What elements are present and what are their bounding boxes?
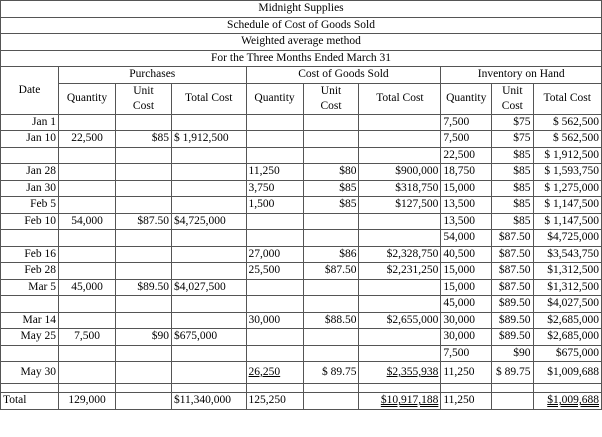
purchases-unit-cost-cell xyxy=(116,246,172,263)
date-cell: Jan 28 xyxy=(1,164,59,181)
table-row xyxy=(1,312,602,329)
cost-label: Cost xyxy=(320,99,342,112)
purchases-unit-cost-cell xyxy=(116,164,172,181)
inventory-quantity-cell: 11,250 xyxy=(441,362,492,384)
inventory-total-cost-cell: $2,685,000 xyxy=(533,329,601,346)
cogs-unit-cost-cell: $88.50 xyxy=(303,312,359,329)
date-cell xyxy=(1,296,59,313)
purchases-quantity-cell: 45,000 xyxy=(59,279,116,296)
cogs-total-cost-header: Total Cost xyxy=(359,83,441,114)
purchases-unit-cost-cell xyxy=(116,362,172,384)
table-row xyxy=(1,180,602,197)
cogs-total-cost-cell xyxy=(359,296,441,313)
total-label: Total xyxy=(1,393,59,410)
purchases-total-cost-cell xyxy=(171,114,246,131)
inventory-quantity-cell: 22,500 xyxy=(441,147,492,164)
company-name: Midnight Supplies xyxy=(1,1,602,18)
purchases-quantity-cell xyxy=(59,180,116,197)
table-row xyxy=(1,230,602,247)
period-title: For the Three Months Ended March 31 xyxy=(1,50,602,67)
cogs-unit-cost-cell xyxy=(303,345,359,362)
inventory-unit-cost-cell: $89.50 xyxy=(492,329,533,346)
cogs-unit-cost-cell: $ 89.75 xyxy=(303,362,359,384)
cogs-quantity-cell xyxy=(246,345,303,362)
cogs-header: Cost of Goods Sold xyxy=(246,67,441,84)
table-row xyxy=(1,296,602,313)
total-cogs-cost: $10,917,188 xyxy=(359,393,441,410)
inventory-quantity-cell: 54,000 xyxy=(441,230,492,247)
purchases-quantity-cell xyxy=(59,296,116,313)
date-cell: May 25 xyxy=(1,329,59,346)
purchases-total-cost-cell xyxy=(171,197,246,214)
cogs-unit-cost-header xyxy=(303,83,359,114)
date-cell: Feb 28 xyxy=(1,263,59,280)
table-row xyxy=(1,263,602,280)
purchases-quantity-cell xyxy=(59,197,116,214)
total-purchases-quantity: 129,000 xyxy=(59,393,116,410)
purchases-total-cost-cell xyxy=(171,164,246,181)
inventory-total-cost-cell: $1,312,500 xyxy=(533,263,601,280)
cogs-total-cost-cell: $900,000 xyxy=(359,164,441,181)
inventory-quantity-cell: 13,500 xyxy=(441,197,492,214)
inventory-total-cost-cell: $ 1,147,500 xyxy=(533,213,601,230)
cogs-quantity-cell xyxy=(246,296,303,313)
date-cell xyxy=(1,147,59,164)
inventory-unit-cost-cell: $90 xyxy=(492,345,533,362)
purchases-quantity-cell xyxy=(59,362,116,384)
date-cell: Jan 30 xyxy=(1,180,59,197)
cogs-quantity-cell xyxy=(246,213,303,230)
purchases-total-cost-cell: $675,000 xyxy=(171,329,246,346)
cogs-total-cost-cell: $318,750 xyxy=(359,180,441,197)
cogs-quantity-cell: 11,250 xyxy=(246,164,303,181)
cogs-unit-cost-cell xyxy=(303,329,359,346)
table-row xyxy=(1,345,602,362)
purchases-unit-cost-cell xyxy=(116,296,172,313)
inventory-quantity-header: Quantity xyxy=(441,83,492,114)
inventory-unit-cost-cell: $85 xyxy=(492,197,533,214)
date-cell: Jan 1 xyxy=(1,114,59,131)
date-cell: Jan 10 xyxy=(1,131,59,148)
total-cogs-quantity: 125,250 xyxy=(246,393,303,410)
total-purchases-unit-cost xyxy=(116,393,172,410)
purchases-unit-cost-cell: $85 xyxy=(116,131,172,148)
cogs-unit-cost-cell xyxy=(303,279,359,296)
inventory-unit-cost-cell: $85 xyxy=(492,213,533,230)
purchases-quantity-cell xyxy=(59,263,116,280)
unit-label: Unit xyxy=(502,84,523,97)
purchases-unit-cost-cell xyxy=(116,230,172,247)
table-row xyxy=(1,362,602,384)
inventory-unit-cost-cell: $ 89.75 xyxy=(492,362,533,384)
purchases-total-cost-cell xyxy=(171,296,246,313)
table-row xyxy=(1,131,602,148)
cogs-quantity-cell: 25,500 xyxy=(246,263,303,280)
inventory-total-cost-cell: $ 1,912,500 xyxy=(533,147,601,164)
table-row xyxy=(1,197,602,214)
inventory-total-cost-cell: $ 562,500 xyxy=(533,114,601,131)
cogs-quantity-cell: 3,750 xyxy=(246,180,303,197)
table-row xyxy=(1,147,602,164)
purchases-total-cost-cell xyxy=(171,263,246,280)
schedule-title: Schedule of Cost of Goods Sold xyxy=(1,17,602,34)
purchases-quantity-cell: 54,000 xyxy=(59,213,116,230)
cogs-total-cost-cell xyxy=(359,345,441,362)
inventory-unit-cost-cell: $87.50 xyxy=(492,263,533,280)
purchases-quantity-cell xyxy=(59,312,116,329)
inventory-unit-cost-cell: $85 xyxy=(492,180,533,197)
date-cell: Mar 5 xyxy=(1,279,59,296)
purchases-total-cost-cell xyxy=(171,180,246,197)
cogs-total-cost-cell xyxy=(359,147,441,164)
inventory-unit-cost-cell: $75 xyxy=(492,114,533,131)
purchases-unit-cost-cell xyxy=(116,180,172,197)
purchases-unit-cost-cell xyxy=(116,312,172,329)
inventory-unit-cost-cell: $85 xyxy=(492,147,533,164)
inventory-quantity-cell: 7,500 xyxy=(441,131,492,148)
inventory-total-cost-cell: $4,027,500 xyxy=(533,296,601,313)
cogs-total-cost-cell: $2,328,750 xyxy=(359,246,441,263)
inventory-total-cost-cell: $3,543,750 xyxy=(533,246,601,263)
purchases-total-cost-cell: $4,725,000 xyxy=(171,213,246,230)
purchases-unit-cost-cell xyxy=(116,147,172,164)
date-cell xyxy=(1,345,59,362)
cogs-quantity-cell: 27,000 xyxy=(246,246,303,263)
inventory-unit-cost-cell: $87.50 xyxy=(492,246,533,263)
total-purchases-cost: $11,340,000 xyxy=(171,393,246,410)
date-cell xyxy=(1,230,59,247)
cogs-quantity-cell: 30,000 xyxy=(246,312,303,329)
purchases-quantity-cell xyxy=(59,230,116,247)
purchases-unit-cost-cell: $90 xyxy=(116,329,172,346)
inventory-total-cost-cell: $2,685,000 xyxy=(533,312,601,329)
cogs-total-cost-cell xyxy=(359,114,441,131)
purchases-total-cost-cell xyxy=(171,362,246,384)
date-cell: Feb 5 xyxy=(1,197,59,214)
inventory-quantity-cell: 15,000 xyxy=(441,263,492,280)
purchases-header: Purchases xyxy=(59,67,247,84)
total-row xyxy=(1,393,602,410)
inventory-quantity-cell: 30,000 xyxy=(441,312,492,329)
inventory-total-cost-cell: $4,725,000 xyxy=(533,230,601,247)
table-row xyxy=(1,279,602,296)
inventory-total-cost-cell: $675,000 xyxy=(533,345,601,362)
inventory-unit-cost-header xyxy=(492,83,533,114)
inventory-quantity-cell: 15,000 xyxy=(441,279,492,296)
cogs-total-cost-cell: $2,355,938 xyxy=(359,362,441,384)
cogs-unit-cost-cell: $87.50 xyxy=(303,263,359,280)
cogs-quantity-cell xyxy=(246,114,303,131)
table-row xyxy=(1,329,602,346)
cost-label: Cost xyxy=(132,99,155,112)
purchases-total-cost-header: Total Cost xyxy=(171,83,246,114)
table-row xyxy=(1,213,602,230)
cogs-quantity-cell xyxy=(246,279,303,296)
inventory-quantity-cell: 7,500 xyxy=(441,114,492,131)
inventory-total-cost-header: Total Cost xyxy=(533,83,601,114)
cogs-unit-cost-cell xyxy=(303,147,359,164)
inventory-unit-cost-cell: $89.50 xyxy=(492,296,533,313)
date-cell: May 30 xyxy=(1,362,59,384)
cogs-unit-cost-cell xyxy=(303,296,359,313)
inventory-quantity-cell: 18,750 xyxy=(441,164,492,181)
total-inventory-unit-cost xyxy=(492,393,533,410)
unit-label: Unit xyxy=(133,84,154,97)
cogs-total-cost-cell: $127,500 xyxy=(359,197,441,214)
cogs-quantity-header: Quantity xyxy=(246,83,303,114)
purchases-unit-cost-cell: $89.50 xyxy=(116,279,172,296)
inventory-quantity-cell: 40,500 xyxy=(441,246,492,263)
purchases-quantity-header: Quantity xyxy=(59,83,116,114)
cogs-total-cost-cell xyxy=(359,213,441,230)
purchases-unit-cost-cell xyxy=(116,197,172,214)
date-header: Date xyxy=(1,67,59,115)
inventory-header: Inventory on Hand xyxy=(441,67,602,84)
total-cogs-unit-cost xyxy=(303,393,359,410)
table-row xyxy=(1,164,602,181)
cogs-unit-cost-cell: $85 xyxy=(303,197,359,214)
purchases-quantity-cell xyxy=(59,345,116,362)
purchases-quantity-cell xyxy=(59,246,116,263)
date-cell: Feb 10 xyxy=(1,213,59,230)
cogs-unit-cost-cell: $86 xyxy=(303,246,359,263)
cogs-total-cost-cell xyxy=(359,131,441,148)
cogs-quantity-cell xyxy=(246,147,303,164)
purchases-unit-cost-cell: $87.50 xyxy=(116,213,172,230)
cogs-unit-cost-cell xyxy=(303,114,359,131)
schedule-rows xyxy=(1,114,602,384)
inventory-unit-cost-cell: $87.50 xyxy=(492,230,533,247)
inventory-quantity-cell: 15,000 xyxy=(441,180,492,197)
cogs-unit-cost-cell: $80 xyxy=(303,164,359,181)
purchases-total-cost-cell xyxy=(171,345,246,362)
table-row xyxy=(1,246,602,263)
cogs-total-cost-cell xyxy=(359,230,441,247)
total-inventory-quantity: 11,250 xyxy=(441,393,492,410)
purchases-total-cost-cell xyxy=(171,230,246,247)
cogs-unit-cost-cell: $85 xyxy=(303,180,359,197)
cogs-total-cost-cell xyxy=(359,329,441,346)
cogs-total-cost-cell xyxy=(359,279,441,296)
inventory-total-cost-cell: $1,009,688 xyxy=(533,362,601,384)
inventory-unit-cost-cell: $75 xyxy=(492,131,533,148)
inventory-quantity-cell: 45,000 xyxy=(441,296,492,313)
purchases-quantity-cell: 22,500 xyxy=(59,131,116,148)
inventory-total-cost-cell: $1,312,500 xyxy=(533,279,601,296)
inventory-total-cost-cell: $ 1,147,500 xyxy=(533,197,601,214)
purchases-unit-cost-cell xyxy=(116,345,172,362)
purchases-total-cost-cell: $4,027,500 xyxy=(171,279,246,296)
cogs-unit-cost-cell xyxy=(303,131,359,148)
purchases-unit-cost-cell xyxy=(116,114,172,131)
inventory-quantity-cell: 7,500 xyxy=(441,345,492,362)
cogs-unit-cost-cell xyxy=(303,213,359,230)
purchases-total-cost-cell xyxy=(171,246,246,263)
inventory-total-cost-cell: $ 562,500 xyxy=(533,131,601,148)
table-row xyxy=(1,114,602,131)
date-cell: Mar 14 xyxy=(1,312,59,329)
cogs-unit-cost-cell xyxy=(303,230,359,247)
cogs-quantity-cell: 1,500 xyxy=(246,197,303,214)
method-title: Weighted average method xyxy=(1,34,602,51)
inventory-unit-cost-cell: $87.50 xyxy=(492,279,533,296)
cogs-quantity-cell: 26,250 xyxy=(246,362,303,384)
purchases-quantity-cell xyxy=(59,147,116,164)
cogs-quantity-cell xyxy=(246,131,303,148)
purchases-quantity-cell xyxy=(59,164,116,181)
purchases-total-cost-cell xyxy=(171,312,246,329)
purchases-total-cost-cell: $ 1,912,500 xyxy=(171,131,246,148)
purchases-unit-cost-header xyxy=(116,83,172,114)
inventory-quantity-cell: 13,500 xyxy=(441,213,492,230)
inventory-unit-cost-cell: $85 xyxy=(492,164,533,181)
purchases-total-cost-cell xyxy=(171,147,246,164)
purchases-unit-cost-cell xyxy=(116,263,172,280)
total-inventory-cost: $1,009,688 xyxy=(533,393,601,410)
inventory-total-cost-cell: $ 1,275,000 xyxy=(533,180,601,197)
purchases-quantity-cell xyxy=(59,114,116,131)
inventory-quantity-cell: 30,000 xyxy=(441,329,492,346)
date-cell: Feb 16 xyxy=(1,246,59,263)
cogs-quantity-cell xyxy=(246,230,303,247)
cogs-quantity-cell xyxy=(246,329,303,346)
cogs-total-cost-cell: $2,231,250 xyxy=(359,263,441,280)
cost-label: Cost xyxy=(501,99,523,112)
unit-label: Unit xyxy=(320,84,342,97)
inventory-total-cost-cell: $ 1,593,750 xyxy=(533,164,601,181)
inventory-unit-cost-cell: $89.50 xyxy=(492,312,533,329)
cogs-total-cost-cell: $2,655,000 xyxy=(359,312,441,329)
purchases-quantity-cell: 7,500 xyxy=(59,329,116,346)
